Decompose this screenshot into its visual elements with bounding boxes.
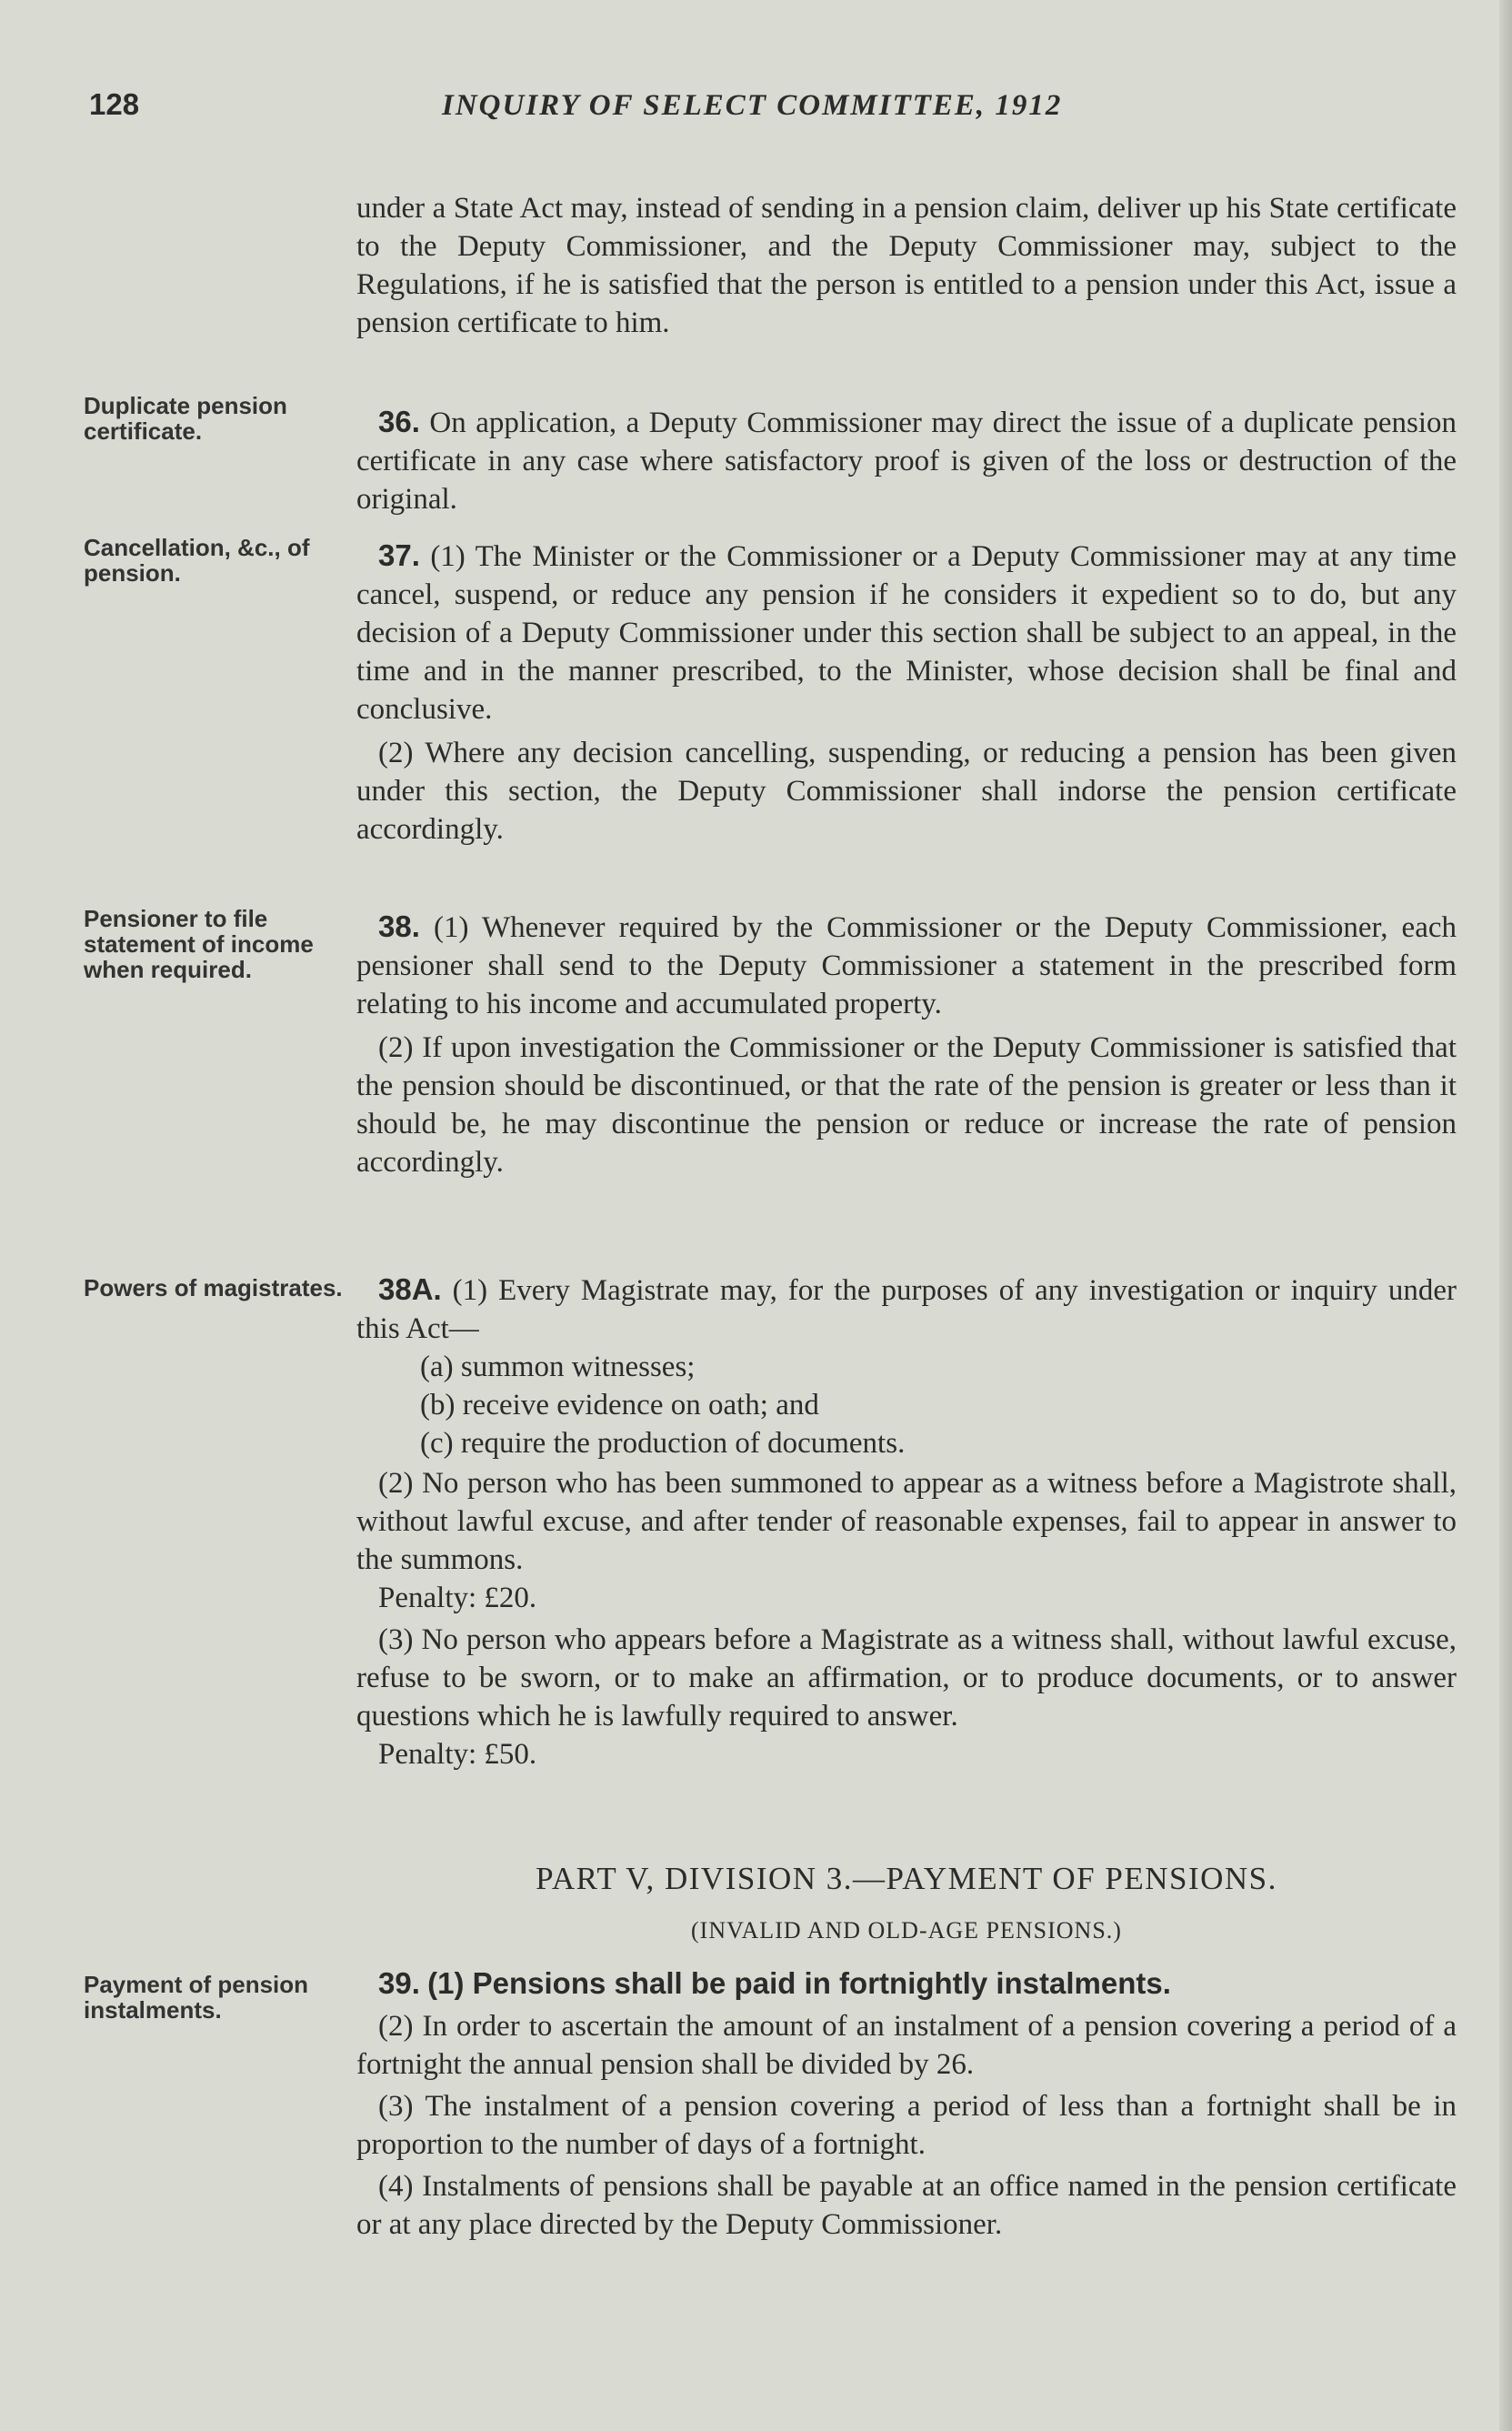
- section-text: On application, a Deputy Commissioner may direct the issue of a duplicate pension certificate in any case where satisfactory proof is given of the loss or destruction of the original.: [356, 407, 1457, 516]
- part-heading: PART V, DIVISION 3.—PAYMENT OF PENSIONS.: [536, 1861, 1277, 1896]
- section-37-p2: (2) Where any decision cancelling, suspending, or reducing a pension has been given under this section, the Deputy Commissioner shall indorse the pension certificate accordingly.: [356, 737, 1457, 846]
- section-number: 37.: [378, 538, 420, 572]
- list-item: (c) require the production of documents.: [420, 1427, 906, 1460]
- margin-note-pensioner-statement: Pensioner to file statement of income when required.: [84, 905, 314, 983]
- section-number: 38A.: [378, 1272, 442, 1306]
- running-head: INQUIRY OF SELECT COMMITTEE, 1912: [442, 89, 1063, 122]
- section-38a-p3: (3) No person who appears before a Magistrate as a witness shall, without lawful excuse, refuse to be sworn, or to make an affirmation, or to produce documents, or to answer questions which he is lawfully required to answer.: [356, 1623, 1457, 1733]
- section-38a-p2: (2) No person who has been summoned to appear as a witness before a Magistrote shall, without lawful excuse, and after tender of reasonable expenses, fail to appear in answer to the summons.: [356, 1467, 1457, 1576]
- section-36-paragraph: [356, 403, 1457, 518]
- margin-note-cancellation: Cancellation, &c., of pension.: [84, 534, 310, 587]
- list-item: (a) summon witnesses;: [420, 1351, 696, 1383]
- section-38a-p1: [356, 1271, 1457, 1348]
- section-text: (1) Pensions shall be paid in fortnightly instalments.: [427, 1966, 1171, 2000]
- continuation-block: [356, 189, 1457, 342]
- section-number: 39.: [378, 1966, 420, 2000]
- section-39: [356, 1964, 1457, 2244]
- section-36: [356, 403, 1457, 518]
- penalty-line: Penalty: £20.: [378, 1582, 537, 1614]
- section-text: (1) The Minister or the Commissioner or a Deputy Commissioner may at any time cancel, suspend, or reduce any pension if he considers it expedient so to do, but any decision of a Deputy Commissioner under this section shall be subject to an appeal, in the time and in the manner prescribed, to the Minister, whose decision shall be final and conclusive.: [356, 540, 1457, 726]
- page-edge: [1499, 0, 1512, 2431]
- page-header: [89, 87, 1453, 133]
- section-39-p4: (4) Instalments of pensions shall be payable at an office named in the pension certificate or at any place directed by the Deputy Commissioner.: [356, 2170, 1457, 2241]
- section-38-p2: (2) If upon investigation the Commissioner or the Deputy Commissioner is satisfied that the pension should be discontinued, or that the rate of the pension is greater or less than it should be, he may discontinue the pension or reduce or increase the rate of pension accordingly.: [356, 1031, 1457, 1179]
- section-number: 38.: [378, 909, 420, 943]
- section-39-p1: [356, 1964, 1457, 2004]
- section-38-p1: [356, 908, 1457, 1023]
- section-39-p3: (3) The instalment of a pension covering a period of less than a fortnight shall be in proportion to the number of days of a fortnight.: [356, 2090, 1457, 2161]
- section-number: 36.: [378, 405, 420, 438]
- continuation-paragraph: under a State Act may, instead of sending in a pension claim, deliver up his State certificate to the Deputy Commissioner, and the Deputy Commissioner may, subject to the Regulations, if he is satisfied that the person is entitled to a pension under this Act, issue a pension certificate to him.: [356, 192, 1457, 339]
- section-text: (1) Whenever required by the Commissioner or the Deputy Commissioner, each pensioner shall send to the Deputy Commissioner a statement in the prescribed form relating to his income and accumulated property.: [356, 911, 1457, 1020]
- penalty-line: Penalty: £50.: [378, 1738, 537, 1771]
- page-number: 128: [89, 87, 140, 121]
- list-item: (b) receive evidence on oath; and: [420, 1389, 819, 1421]
- margin-note-duplicate: Duplicate pension certificate.: [84, 392, 287, 445]
- margin-note-powers-magistrates: Powers of magistrates.: [84, 1274, 343, 1301]
- section-39-p2: (2) In order to ascertain the amount of an instalment of a pension covering a period of a fortnight the annual pension shall be divided by 26.: [356, 2010, 1457, 2081]
- margin-note-payment-instalments: Payment of pension instalments.: [84, 1971, 309, 2024]
- part-subheading: (INVALID AND OLD-AGE PENSIONS.): [691, 1917, 1122, 1944]
- section-37: [356, 537, 1457, 849]
- section-37-p1: [356, 537, 1457, 728]
- section-text: (1) Every Magistrate may, for the purposes of any investigation or inquiry under this Act—: [356, 1274, 1457, 1345]
- section-38: [356, 908, 1457, 1181]
- section-38a: [356, 1271, 1457, 1773]
